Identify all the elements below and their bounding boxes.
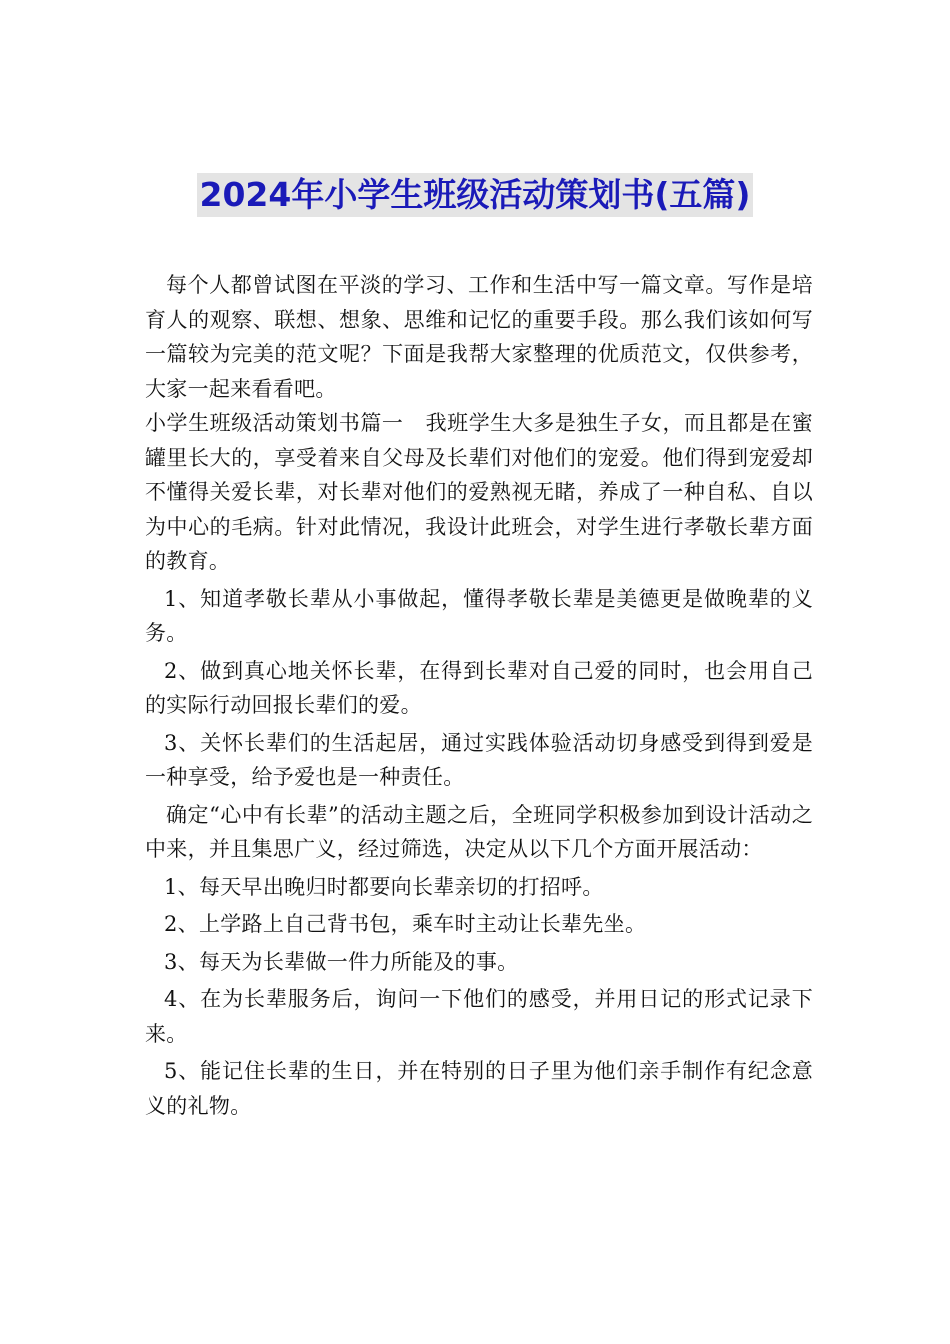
section-heading: 小学生班级活动策划书篇一: [145, 411, 404, 435]
section-text: 我班学生大多是独生子女，而且都是在蜜罐里长大的，享受着来自父母及长辈们对他们的宠爱。他们得到宠爱却不懂得关爱长辈，对长辈对他们的爱熟视无睹，养成了一种自私、自以为中心的毛病。针对此情况，我设计此班会，对学生进行孝敬长辈方面的教育。: [145, 411, 813, 573]
document-title: 2024年小学生班级活动策划书(五篇): [197, 173, 752, 217]
activity-item-3: 3、每天为长辈做一件力所能及的事。: [164, 949, 519, 974]
section-paragraph: [145, 406, 813, 579]
goal-item-3: 3、关怀长辈们的生活起居，通过实践体验活动切身感受到得到爱是一种享受，给予爱也是一种责任。: [145, 730, 813, 789]
activity-item-4: 4、在为长辈服务后，询问一下他们的感受，并用日记的形式记录下来。: [145, 987, 813, 1046]
activity-item-2: 2、上学路上自己背书包，乘车时主动让长辈先坐。: [164, 912, 647, 936]
document-body: [145, 268, 813, 1123]
goal-item-1: 1、知道孝敬长辈从小事做起，懂得孝敬长辈是美德更是做晚辈的义务。: [145, 586, 813, 645]
activity-item-5: 5、能记住长辈的生日，并在特别的日子里为他们亲手制作有纪念意义的礼物。: [145, 1059, 813, 1118]
goal-item-2: 2、做到真心地关怀长辈，在得到长辈对自己爱的同时，也会用自己的实际行动回报长辈们的爱。: [145, 658, 813, 717]
activity-item-1: 1、每天早出晚归时都要向长辈亲切的打招呼。: [164, 874, 604, 899]
theme-paragraph: 确定“心中有长辈”的活动主题之后，全班同学积极参加到设计活动之中来，并且集思广义，经过筛选，决定从以下几个方面开展活动：: [145, 802, 813, 861]
intro-paragraph: 每个人都曾试图在平淡的学习、工作和生活中写一篇文章。写作是培育人的观察、联想、想象、思维和记忆的重要手段。那么我们该如何写一篇较为完美的范文呢？下面是我帮大家整理的优质范文，仅供参考，大家一起来看看吧。: [145, 273, 813, 401]
title-container: [0, 173, 950, 217]
